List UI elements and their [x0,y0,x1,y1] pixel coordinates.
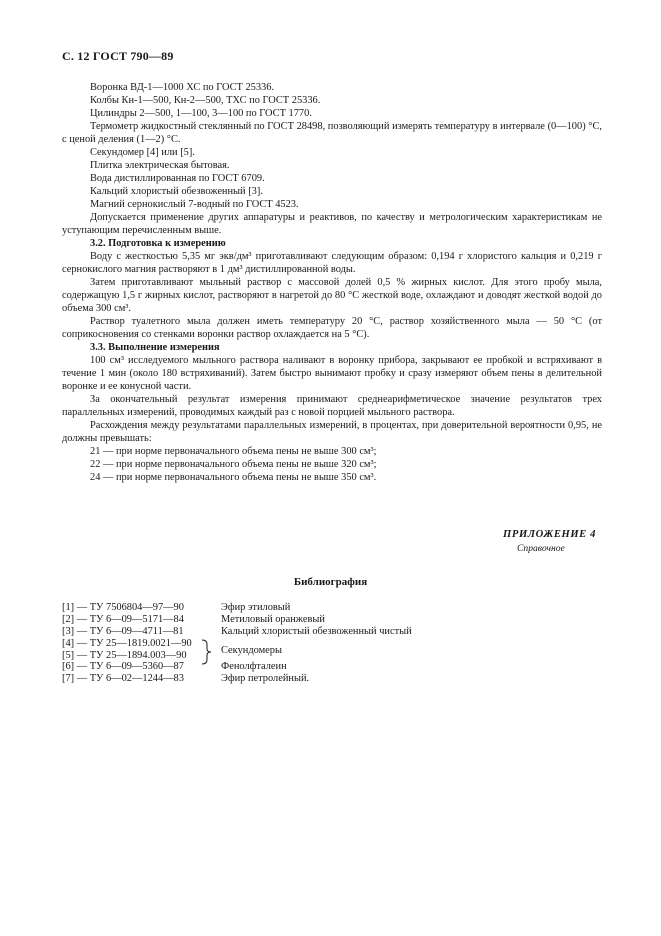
section-3-3-paragraph: 100 см³ исследуемого мыльного раствора наливают в воронку прибора, закрывают ее пробкой и встряхивают в течение 1 мин (около 180 встряхиваний). Затем быстро вынимают пробку и сразу измеряют объем пены в делительной воронке и ее конусной части. [62,355,602,392]
curly-brace-icon [200,639,212,665]
limit-line: 24 — при норме первоначального объема пены не выше 350 см³. [90,472,377,483]
document-body [62,81,602,484]
section-3-2-paragraph: Затем приготавливают мыльный раствор с массовой долей 0,5 % жирных кислот. Для этого пробу мыла, содержащую 1,5 г жирных кислот, растворяют в нагретой до 80 °С жесткой воде, охлаждают и доводят жесткой водой до объема 300 см³. [62,277,602,314]
bibliography-row [62,613,622,625]
section-3-3-paragraph: Расхождения между результатами параллельных измерений, в процентах, при доверительной вероятности 0,95, не должны превышать: [62,420,602,444]
equipment-line: Цилиндры 2—500, 1—100, 3—100 по ГОСТ 1770. [90,108,312,119]
bibliography-entry-title: Эфир петролейный. [221,673,310,685]
section-3-3-paragraph: За окончательный результат измерения принимают среднеарифметическое значение результатов трех параллельных измерений, проводимых каждый раз с новой порцией мыльного раствора. [62,394,602,418]
bibliography-row [62,625,622,637]
thermometer-paragraph: Термометр жидкостный стеклянный по ГОСТ 28498, позволяющий измерять температуру в интервале (0—100) °С, с ценой деления (1—2) °С. [62,121,602,145]
reagent-line: Кальций хлористый обезвоженный [3]. [90,186,263,197]
limit-line: 21 — при норме первоначального объема пены не выше 300 см³; [90,446,377,457]
bibliography-entry-title: Фенолфталеин [221,661,287,673]
appendix-label: ПРИЛОЖЕНИЕ 4 [503,529,596,540]
section-3-2-paragraph: Раствор туалетного мыла должен иметь температуру 20 °С, раствор хозяйственного мыла — 50 °С (от соприкосновения со стенками воронки раствор охлаждается на 5 °С). [62,316,602,340]
section-3-3-title: 3.3. Выполнение измерения [90,342,220,353]
reagent-line: Магний сернокислый 7-водный по ГОСТ 4523. [90,199,299,210]
reagent-line: Вода дистиллированная по ГОСТ 6709. [90,173,265,184]
bibliography-ref: [2] — ТУ 6—09—5171—84 [62,613,184,625]
reagent-line: Плитка электрическая бытовая. [90,160,230,171]
bibliography-ref: [5] — ТУ 25—1894.003—90 [62,649,187,661]
bibliography-entry-title: Эфир этиловый [221,602,291,613]
bibliography-ref: [1] — ТУ 7506804—97—90 [62,602,184,613]
equipment-line: Воронка ВД-1—1000 ХС по ГОСТ 25336. [90,82,275,93]
bibliography-title: Библиография [293,576,368,588]
equipment-line: Колбы Кн-1—500, Кн-2—500, ТХС по ГОСТ 25336. [90,95,321,106]
bibliography-list [62,601,622,684]
bibliography-row [62,660,622,672]
reagent-line: Секундомер [4] или [5]. [90,147,195,158]
bibliography-ref: [6] — ТУ 6—09—5360—87 [62,661,184,673]
section-3-2-title: 3.2. Подготовка к измерению [90,238,226,249]
bibliography-entry-title: Кальций хлористый обезвоженный чистый [221,625,412,637]
bibliography-entry-title: Метиловый оранжевый [221,613,325,625]
bibliography-row [62,601,622,613]
bibliography-ref: [4] — ТУ 25—1819.0021—90 [62,637,192,649]
bibliography-row [62,672,622,684]
appendix-subtitle: Справочное [517,543,565,554]
stopwatches-label: Секундомеры [221,645,282,656]
page-header: С. 12 ГОСТ 790—89 [62,49,174,63]
bibliography-row [62,649,622,661]
bibliography-ref: [3] — ТУ 6—09—4711—81 [62,625,184,637]
section-3-2-paragraph: Воду с жесткостью 5,35 мг экв/дм³ приготавливают следующим образом: 0,194 г хлористого кальция и 0,219 г сернокислого магния растворяют в 1 дм³ дистиллированной воды. [62,251,602,275]
bibliography-ref: [7] — ТУ 6—02—1244—83 [62,673,184,685]
bibliography-row [62,637,622,649]
allowance-paragraph: Допускается применение других аппаратуры и реактивов, по качеству и метрологическим характеристикам не уступающим перечисленным выше. [62,212,602,236]
limit-line: 22 — при норме первоначального объема пены не выше 320 см³; [90,459,377,470]
